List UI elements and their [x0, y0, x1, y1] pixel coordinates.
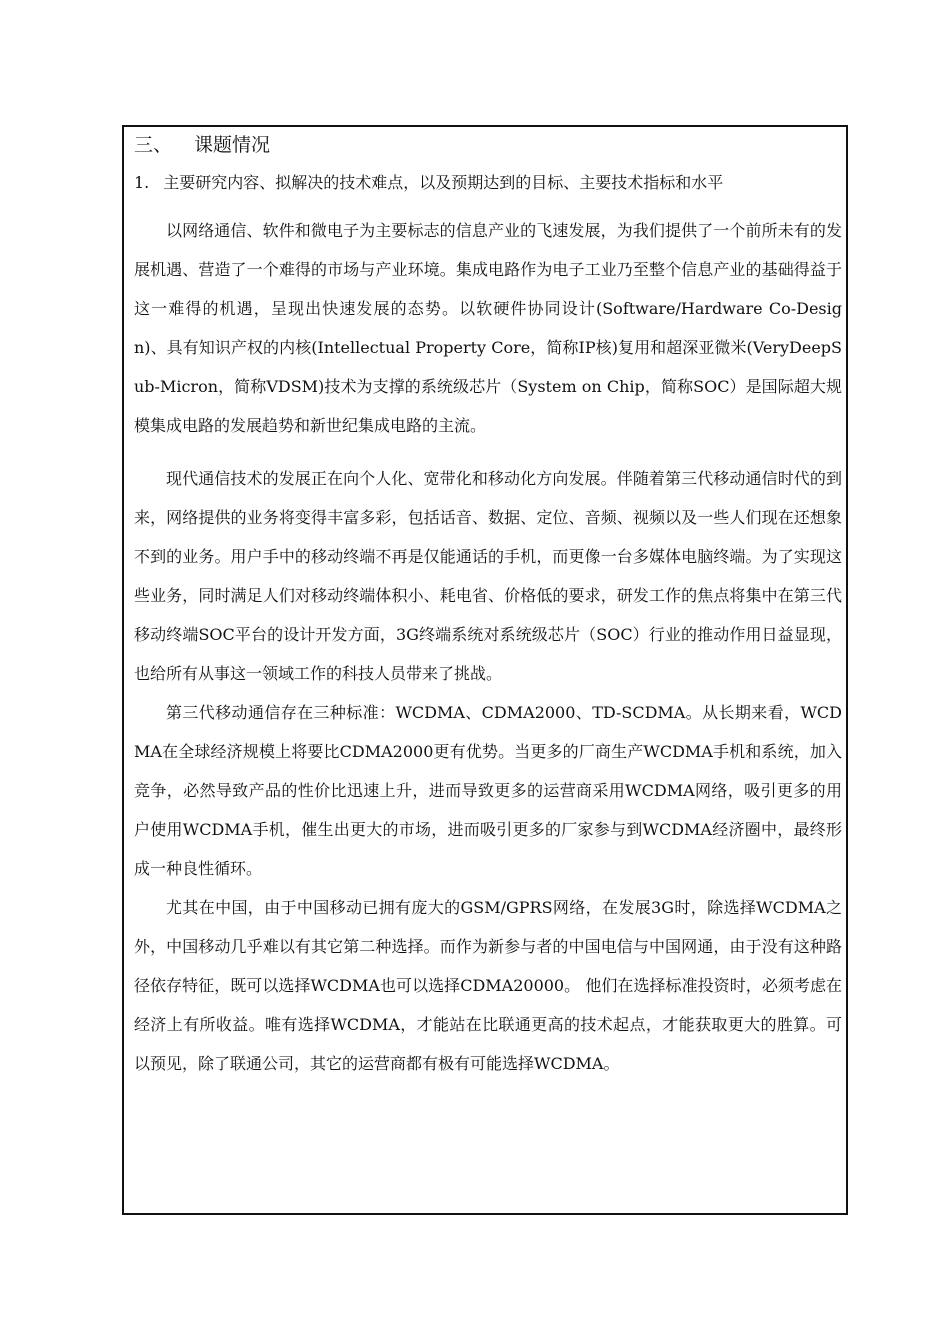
paragraph-2: 现代通信技术的发展正在向个人化、宽带化和移动化方向发展。伴随着第三代移动通信时代的到来，网络提供的业务将变得丰富多彩，包括话音、数据、定位、音频、视频以及一些人们现在还想象不到的业务。用户手中的移动终端不再是仅能通话的手机，而更像一台多媒体电脑终端。为了实现这些业务，同时满足人们对移动终端体积小、耗电省、价格低的要求，研发工作的焦点将集中在第三代移动终端SOC平台的设计开发方面，3G终端系统对系统级芯片（SOC）行业的推动作用日益显现，也给所有从事这一领域工作的科技人员带来了挑战。: [134, 469, 842, 683]
paragraph-1: 以网络通信、软件和微电子为主要标志的信息产业的飞速发展，为我们提供了一个前所未有的发展机遇、营造了一个难得的市场与产业环境。集成电路作为电子工业乃至整个信息产业的基础得益于这一难得的机遇，呈现出快速发展的态势。以软硬件协同设计(Software/Hardware Co-Design)、具有知识产权的内核(Intellectual Property Core，简称IP核)复用和超深亚微米(VeryDeepSub-Micron，简称VDSM)技术为支撑的系统级芯片（System on Chip，简称SOC）是国际超大规模集成电路的发展趋势和新世纪集成电路的主流。: [134, 221, 842, 435]
content-frame: [122, 125, 848, 1215]
section-title-text: 课题情况: [194, 134, 271, 156]
paragraph-3: 第三代移动通信存在三种标准：WCDMA、CDMA2000、TD-SCDMA。从长期来看，WCDMA在全球经济规模上将要比CDMA2000更有优势。当更多的厂商生产WCDMA手机和系统，加入竞争，必然导致产品的性价比迅速上升，进而导致更多的运营商采用WCDMA网络，吸引更多的用户使用WCDMA手机，催生出更大的市场，进而吸引更多的厂家参与到WCDMA经济圈中，最终形成一种良性循环。: [134, 703, 842, 878]
section-number: 三、: [134, 134, 173, 156]
paragraph-4: 尤其在中国，由于中国移动已拥有庞大的GSM/GPRS网络，在发展3G时，除选择WCDMA之外，中国移动几乎难以有其它第二种选择。而作为新参与者的中国电信与中国网通，由于没有这种路径依存特征，既可以选择WCDMA也可以选择CDMA20000。 他们在选择标准投资时，必须考虑在经济上有所收益。唯有选择WCDMA，才能站在比联通更高的技术起点，才能获取更大的胜算。可以预见，除了联通公司，其它的运营商都有极有可能选择WCDMA。: [134, 898, 842, 1073]
subheading-number: 1.: [134, 173, 150, 192]
section-title: [134, 131, 270, 159]
body-text: [134, 211, 842, 1083]
subheading-text: 主要研究内容、拟解决的技术难点，以及预期达到的目标、主要技术指标和水平: [163, 173, 724, 192]
subheading: [134, 170, 723, 196]
